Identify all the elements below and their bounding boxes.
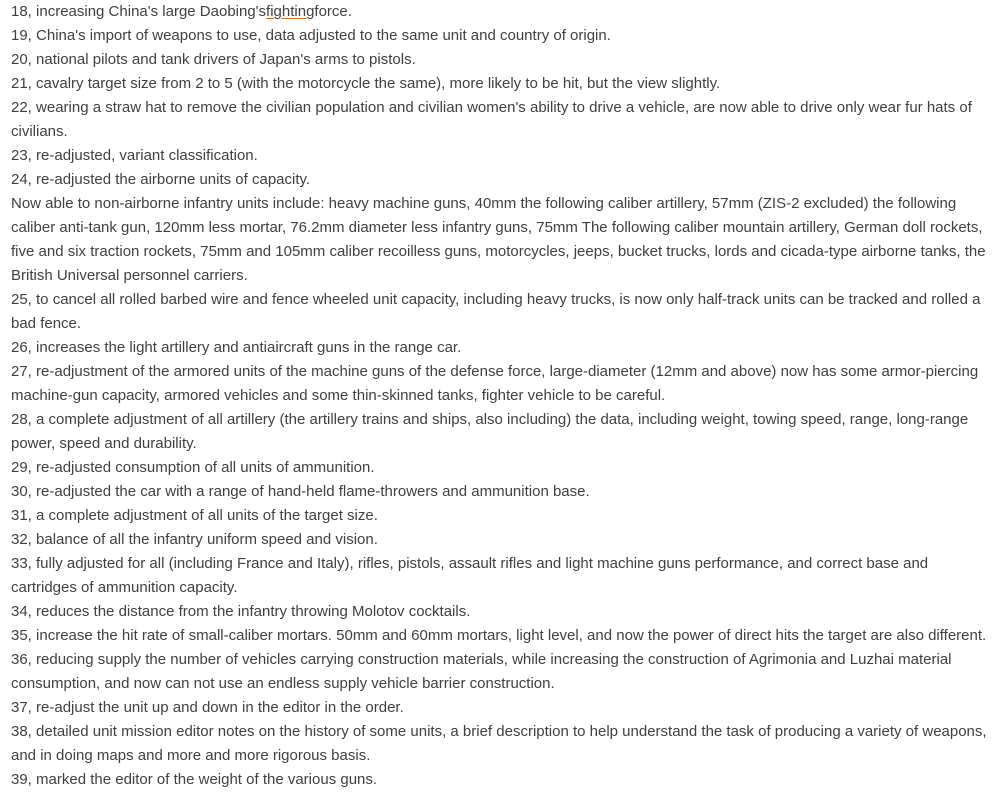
note-item-22: 22, wearing a straw hat to remove the civilian population and civilian women's ability to drive a vehicle, are now able to drive only wear fur hats of civilians.: [11, 99, 972, 140]
note-item-25: 25, to cancel all rolled barbed wire and fence wheeled unit capacity, including heavy trucks, is now only half-track units can be tracked and rolled a bad fence.: [11, 291, 981, 332]
note-item-24: 24, re-adjusted the airborne units of capacity.: [11, 171, 311, 188]
note-item-27: 27, re-adjustment of the armored units of the machine guns of the defense force, large-diameter (12mm and above) now has some armor-piercing machine-gun capacity, armored vehicles and some thin-skinned tanks, fighter vehicle to be careful.: [11, 363, 979, 404]
highlighted-word: fighting: [266, 3, 315, 20]
note-item-21: 21, cavalry target size from 2 to 5 (with the motorcycle the same), more likely to be hit, but the view slightly.: [11, 75, 721, 92]
note-item-18: [11, 0, 996, 24]
note-item-19: 19, China's import of weapons to use, data adjusted to the same unit and country of origin.: [11, 27, 611, 44]
note-item-28: 28, a complete adjustment of all artillery (the artillery trains and ships, also including) the data, including weight, towing speed, range, long-range power, speed and durability.: [11, 411, 969, 452]
note-item-37: 37, re-adjust the unit up and down in the editor in the order.: [11, 699, 404, 716]
note-item-35: 35, increase the hit rate of small-caliber mortars. 50mm and 60mm mortars, light level, and now the power of direct hits the target are also different.: [11, 627, 987, 644]
note-item-23: 23, re-adjusted, variant classification.: [11, 147, 258, 164]
note-item-26: 26, increases the light artillery and antiaircraft guns in the range car.: [11, 339, 462, 356]
note-item-20: 20, national pilots and tank drivers of Japan's arms to pistols.: [11, 51, 416, 68]
note-item-32: 32, balance of all the infantry uniform speed and vision.: [11, 531, 378, 548]
note-text-before: 18, increasing China's large Daobing's: [11, 3, 267, 20]
note-item-29: 29, re-adjusted consumption of all units of ammunition.: [11, 459, 375, 476]
note-item-24-detail: Now able to non-airborne infantry units include: heavy machine guns, 40mm the following caliber artillery, 57mm (ZIS-2 excluded) the following caliber anti-tank gun, 120mm less mortar, 76.2mm diameter less infantry guns, 75mm The following caliber mountain artillery, German doll rockets, five and six traction rockets, 75mm and 105mm caliber recoilless guns, motorcycles, jeeps, bucket trucks, lords and cicada-type airborne tanks, the British Universal personnel carriers.: [11, 195, 986, 284]
note-item-34: 34, reduces the distance from the infantry throwing Molotov cocktails.: [11, 603, 471, 620]
note-item-38: 38, detailed unit mission editor notes on the history of some units, a brief description to help understand the task of producing a variety of weapons, and in doing maps and more and more rigorous basis.: [11, 723, 987, 764]
note-item-36: 36, reducing supply the number of vehicles carrying construction materials, while increasing the construction of Agrimonia and Luzhai material consumption, and now can not use an endless supply vehicle barrier construction.: [11, 651, 952, 692]
note-text-after: force.: [314, 3, 352, 20]
note-item-31: 31, a complete adjustment of all units of the target size.: [11, 507, 378, 524]
note-item-30: 30, re-adjusted the car with a range of hand-held flame-throwers and ammunition base.: [11, 483, 590, 500]
note-item-39: 39, marked the editor of the weight of the various guns.: [11, 771, 378, 788]
note-item-33: 33, fully adjusted for all (including France and Italy), rifles, pistols, assault rifles and light machine guns performance, and correct base and cartridges of ammunition capacity.: [11, 555, 929, 596]
